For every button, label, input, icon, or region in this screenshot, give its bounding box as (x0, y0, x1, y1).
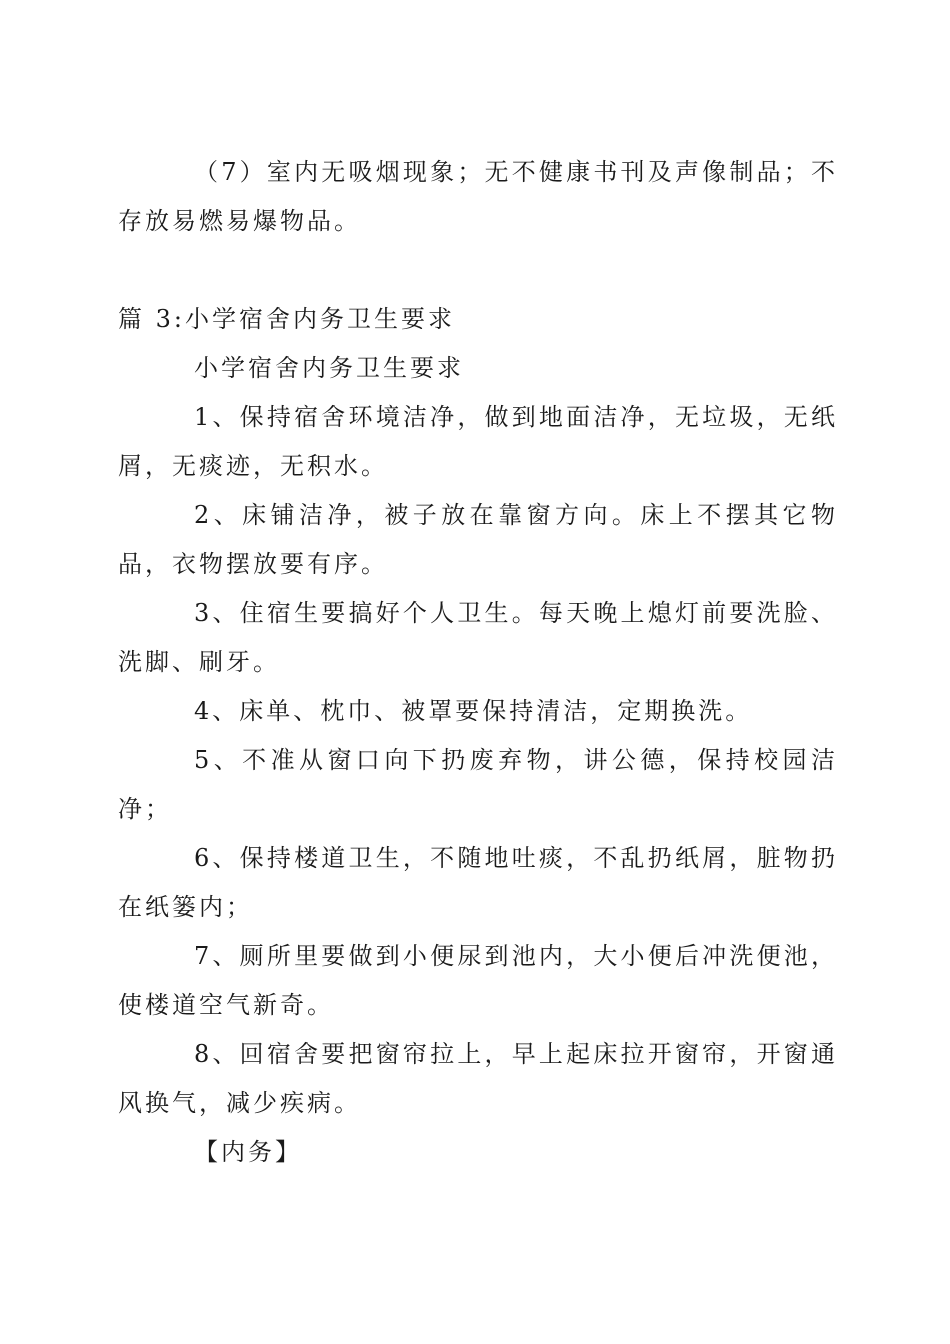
intro-item: （7）室内无吸烟现象；无不健康书刊及声像制品；不存放易燃易爆物品。 (118, 158, 838, 235)
closing-label: 【内务】 (194, 1138, 302, 1166)
section-heading: 篇 3:小学宿舍内务卫生要求 (118, 305, 455, 333)
list-item-7: 7、厕所里要做到小便尿到池内，大小便后冲洗便池，使楼道空气新奇。 (118, 942, 838, 1019)
list-item-1: 1、保持宿舍环境洁净，做到地面洁净，无垃圾，无纸屑，无痰迹，无积水。 (118, 403, 838, 480)
document-page (118, 148, 838, 1177)
paragraph-gap (118, 246, 838, 295)
list-item-2: 2、床铺洁净，被子放在靠窗方向。床上不摆其它物品，衣物摆放要有序。 (118, 501, 838, 578)
list-item-3: 3、住宿生要搞好个人卫生。每天晚上熄灯前要洗脸、洗脚、刷牙。 (118, 599, 838, 676)
list-item-8: 8、回宿舍要把窗帘拉上，早上起床拉开窗帘，开窗通风换气，减少疾病。 (118, 1040, 838, 1117)
list-item-6: 6、保持楼道卫生，不随地吐痰，不乱扔纸屑，脏物扔在纸篓内； (118, 844, 838, 921)
list-item-4: 4、床单、枕巾、被罩要保持清洁，定期换洗。 (194, 697, 753, 725)
document-title: 小学宿舍内务卫生要求 (194, 354, 464, 382)
list-item-5: 5、不准从窗口向下扔废弃物，讲公德，保持校园洁净； (118, 746, 838, 823)
